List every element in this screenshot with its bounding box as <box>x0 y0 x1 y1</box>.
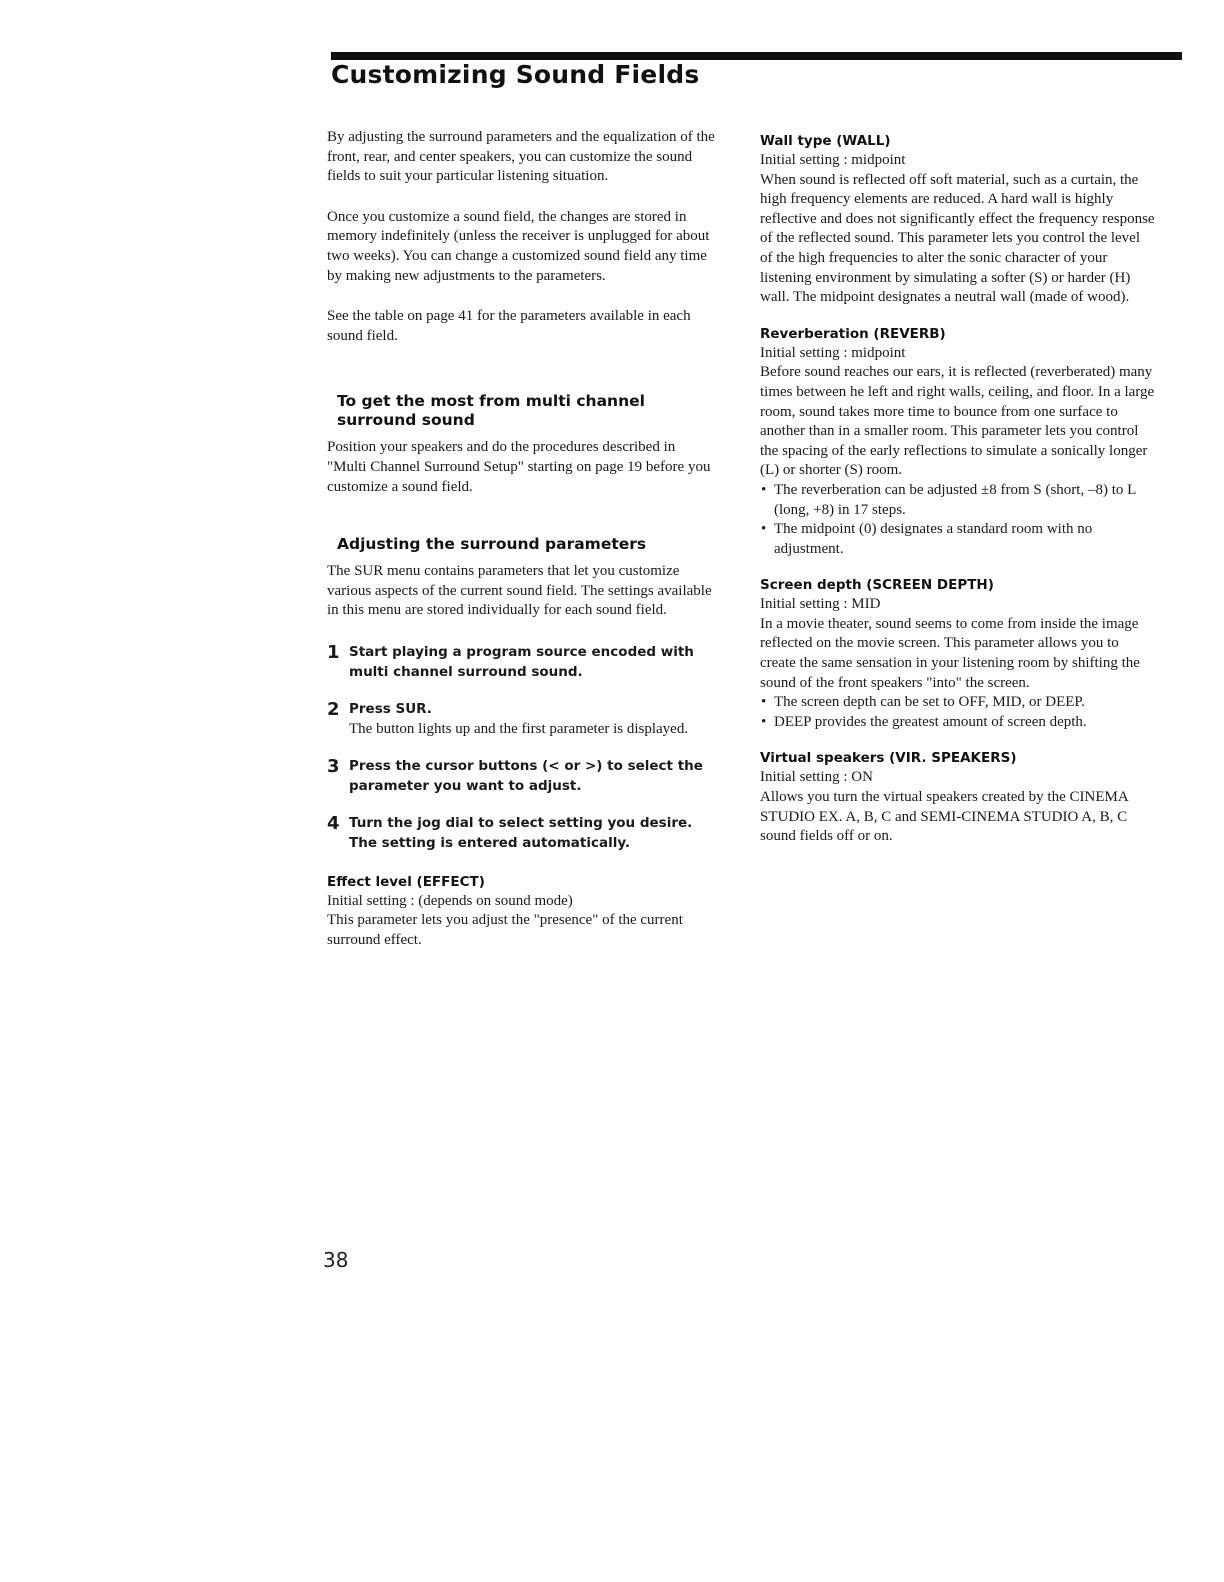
step-title: Start playing a program source encoded with multi channel surround sound. <box>349 643 694 680</box>
param-description: When sound is reflected off soft material, such as a curtain, the high frequency elements are reduced. A hard wall is highly reflective and does not significantly effect the frequency response of the reflected sound. This parameter lets you control the level of the high frequencies to alter the sonic character of your listening environment by simulating a softer (S) or harder (H) wall. The midpoint designates a neutral wall (made of wood). <box>760 171 1155 306</box>
param-description: Before sound reaches our ears, it is reflected (reverberated) many times between he left and right walls, ceiling, and floor. In a large room, sound takes more time to bounce from one surface to another than in a smaller room. This parameter lets you control the spacing of the early reflections to simulate a sonically longer (L) or shorter (S) room. <box>760 364 1155 479</box>
bullet-item: • The reverberation can be adjusted ±8 from S (short, –8) to L (long, +8) in 17 steps. <box>760 481 1155 520</box>
step-detail: The button lights up and the first parameter is displayed. <box>349 720 689 737</box>
page-title: Customizing Sound Fields <box>331 60 700 89</box>
intro-paragraph-3: See the table on page 41 for the parameters available in each sound field. <box>327 308 691 344</box>
step-2 <box>327 700 717 739</box>
param-description: This parameter lets you adjust the "presence" of the current surround effect. <box>327 912 683 948</box>
param-description: Allows you turn the virtual speakers created by the CINEMA STUDIO EX. A, B, C and SEMI-CINEMA STUDIO A, B, C sound fields off or on. <box>760 789 1128 845</box>
param-bullets <box>760 693 1155 732</box>
intro-paragraph-2: Once you customize a sound field, the changes are stored in memory indefinitely (unless the receiver is unplugged for about two weeks). You can change a customized sound field any time by making new adjustments to the parameters. <box>327 208 710 284</box>
param-heading: Screen depth (SCREEN DEPTH) <box>760 577 994 594</box>
multi-channel-body: Position your speakers and do the procedures described in "Multi Channel Surround Setup" starting on page 19 before you customize a sound field. <box>327 439 711 495</box>
param-virtual-speakers <box>760 748 1155 846</box>
bullet-item: • The midpoint (0) designates a standard room with no adjustment. <box>760 520 1155 559</box>
bullet-item: • DEEP provides the greatest amount of screen depth. <box>760 713 1155 733</box>
adjusting-body: The SUR menu contains parameters that let you customize various aspects of the current sound field. The settings available in this menu are stored individually for each sound field. <box>327 563 712 619</box>
step-4 <box>327 814 717 853</box>
step-number: 4 <box>327 813 340 835</box>
step-1 <box>327 643 717 682</box>
header-rule <box>331 52 1182 60</box>
param-heading: Effect level (EFFECT) <box>327 873 485 890</box>
param-initial-setting: Initial setting : (depends on sound mode) <box>327 892 573 909</box>
step-number: 2 <box>327 699 340 721</box>
param-heading: Virtual speakers (VIR. SPEAKERS) <box>760 750 1017 767</box>
param-initial-setting: Initial setting : midpoint <box>760 344 906 361</box>
param-screen-depth <box>760 575 1155 732</box>
param-effect-level <box>327 872 717 951</box>
page-number: 38 <box>323 1248 349 1272</box>
step-number: 1 <box>327 641 340 663</box>
param-initial-setting: Initial setting : ON <box>760 769 873 786</box>
step-title: Press the cursor buttons (< or >) to select the parameter you want to adjust. <box>349 758 703 794</box>
param-bullets <box>760 481 1155 559</box>
multi-channel-heading: To get the most from multi channel surround sound <box>337 392 645 430</box>
param-initial-setting: Initial setting : MID <box>760 596 881 613</box>
intro-paragraph-1: By adjusting the surround parameters and the equalization of the front, rear, and center speakers, you can customize the sound fields to suit your particular listening situation. <box>327 129 715 185</box>
step-number: 3 <box>327 756 340 778</box>
param-wall-type <box>760 131 1155 308</box>
right-column <box>760 131 1155 863</box>
param-heading: Reverberation (REVERB) <box>760 325 946 342</box>
bullet-item: • The screen depth can be set to OFF, MID, or DEEP. <box>760 693 1155 713</box>
adjusting-heading: Adjusting the surround parameters <box>337 535 647 554</box>
param-description: In a movie theater, sound seems to come from inside the image reflected on the movie screen. This parameter allows you to create the same sensation in your listening room by shifting the sound of the front speakers "into" the screen. <box>760 615 1140 691</box>
step-3 <box>327 757 717 796</box>
left-column <box>327 128 717 966</box>
param-heading: Wall type (WALL) <box>760 133 891 149</box>
param-reverberation <box>760 324 1155 560</box>
param-initial-setting: Initial setting : midpoint <box>760 152 906 168</box>
step-title: Press SUR. <box>349 701 432 718</box>
step-title: Turn the jog dial to select setting you desire. The setting is entered automatically. <box>349 815 693 852</box>
